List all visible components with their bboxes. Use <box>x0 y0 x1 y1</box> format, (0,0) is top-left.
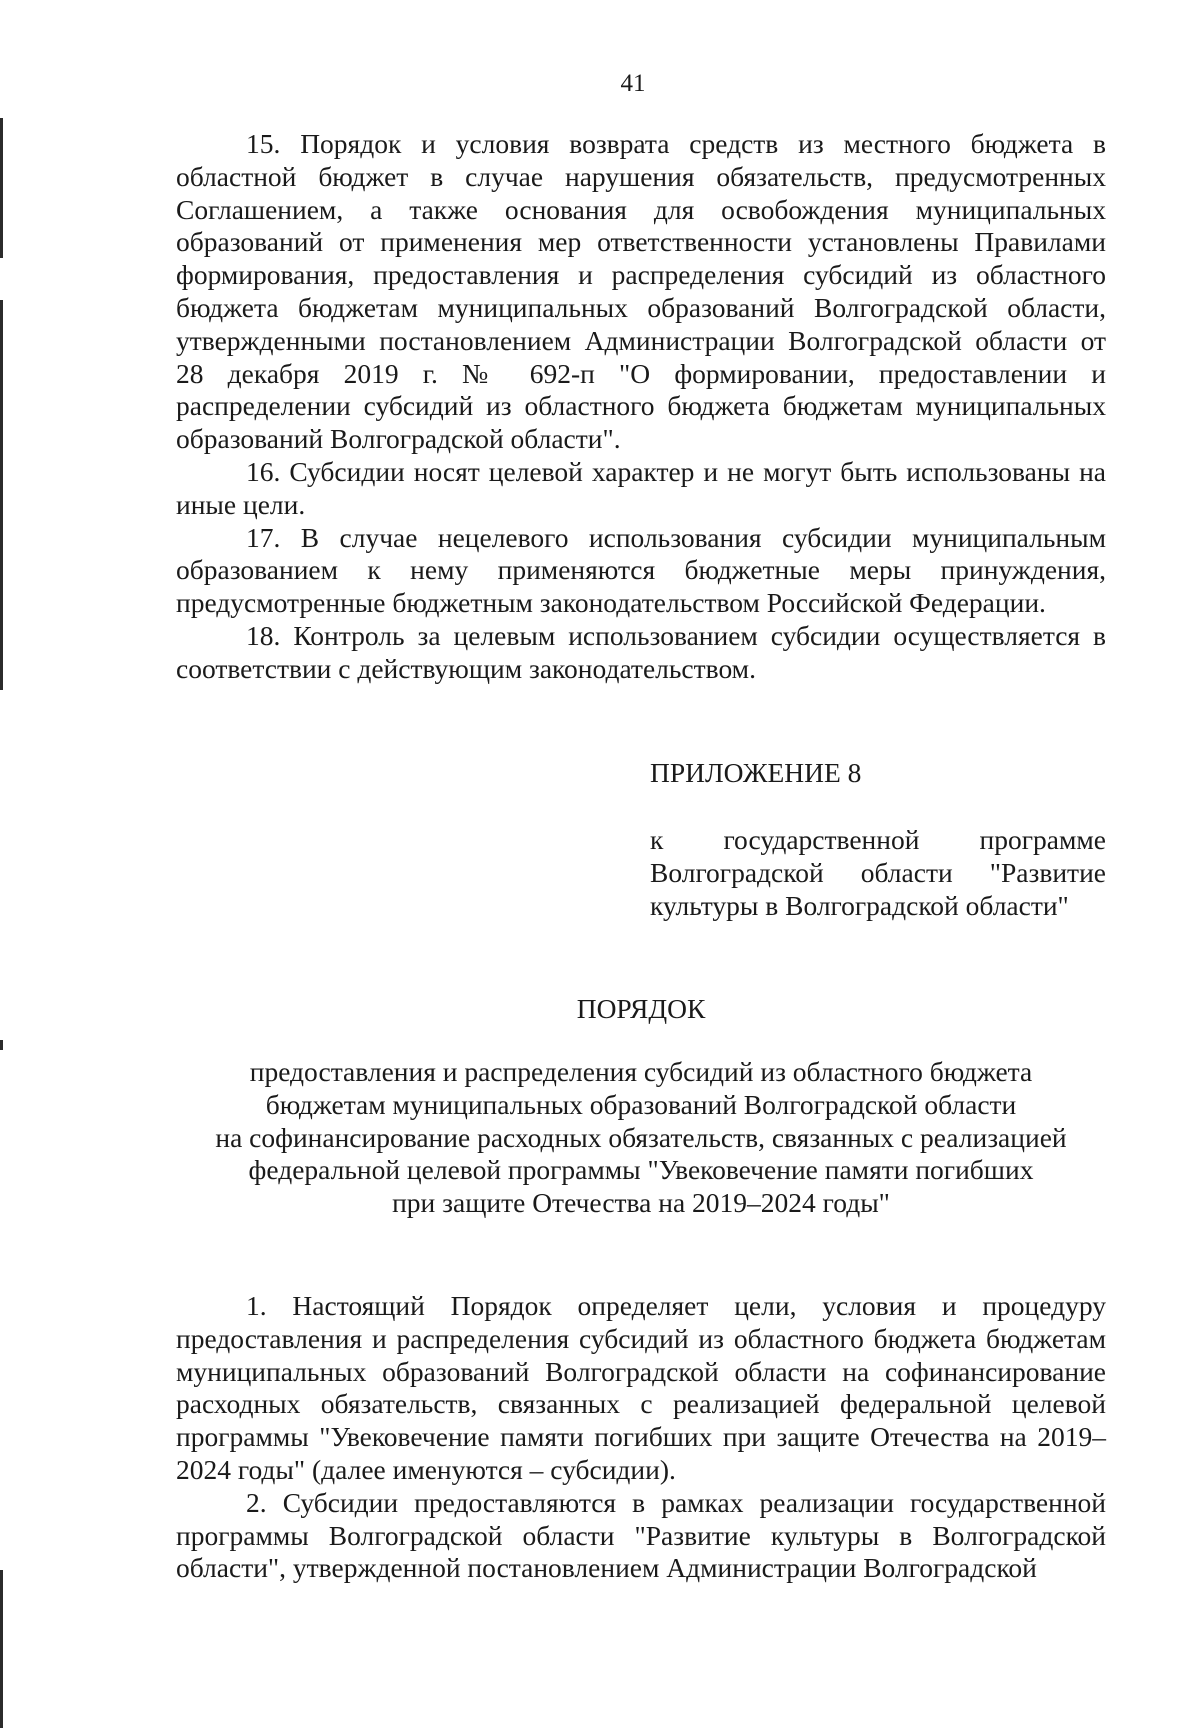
order-subtitle-line: при защите Отечества на 2019–2024 годы" <box>392 1187 890 1219</box>
order-subtitle-line: федеральной целевой программы "Увековечение памяти погибших <box>248 1154 1034 1186</box>
section-top-text <box>176 128 1106 686</box>
scan-edge-mark <box>0 1040 3 1050</box>
scan-edge-mark <box>0 1570 3 1728</box>
appendix-reference: к государственной программе Волгоградской области "Развитие культуры в Волгоградской области" <box>650 824 1106 921</box>
scan-edge-mark <box>0 118 3 258</box>
section-bottom-text <box>176 1290 1106 1585</box>
paragraph-1: 1. Настоящий Порядок определяет цели, условия и процедуру предоставления и распределения субсидий из областного бюджета бюджетам муниципальных образований Волгоградской области на софинансирование расходных обязательств, связанных с реализацией федеральной целевой программы "Увековечение памяти погибших при защите Отечества на 2019–2024 годы" (далее именуются – субсидии). <box>176 1290 1106 1485</box>
paragraph-16: 16. Субсидии носят целевой характер и не могут быть использованы на иные цели. <box>176 455 1106 520</box>
page-number: 41 <box>620 70 646 97</box>
paragraph-17: 17. В случае нецелевого использования субсидии муниципальным образованием к нему применяются бюджетные меры принуждения, предусмотренные бюджетным законодательством Российской Федерации. <box>176 521 1106 619</box>
scan-edge-mark <box>0 300 3 690</box>
order-subtitle-line: на софинансирование расходных обязательств, связанных с реализацией <box>215 1121 1067 1153</box>
paragraph-2: 2. Субсидии предоставляются в рамках реализации государственной программы Волгоградской области "Развитие культуры в Волгоградской области", утвержденной постановлением Администрации Волгоградской <box>176 1486 1106 1584</box>
order-subtitle-line: предоставления и распределения субсидий из областного бюджета <box>249 1056 1033 1087</box>
order-title: ПОРЯДОК <box>576 993 706 1024</box>
paragraph-18: 18. Контроль за целевым использованием субсидии осуществляется в соответствии с действующим законодательством. <box>176 619 1106 684</box>
paragraph-15: 15. Порядок и условия возврата средств из местного бюджета в областной бюджет в случае нарушения обязательств, предусмотренных Соглашением, а также основания для освобождения муниципальных образований от применения мер ответственности установлены Правилами формирования, предоставления и распределения субсидий из областного бюджета бюджетам муниципальных образований Волгоградской области, утвержденными постановлением Администрации Волгоградской области от 28 декабря 2019 г. № 692-п "О формировании, предоставлении и распределении субсидий из областного бюджета бюджетам муниципальных образований Волгоградской области". <box>176 128 1106 455</box>
order-subtitle-line: бюджетам муниципальных образований Волгоградской области <box>265 1088 1017 1120</box>
appendix-title: ПРИЛОЖЕНИЕ 8 <box>650 757 862 788</box>
order-subtitle <box>176 1056 1106 1220</box>
